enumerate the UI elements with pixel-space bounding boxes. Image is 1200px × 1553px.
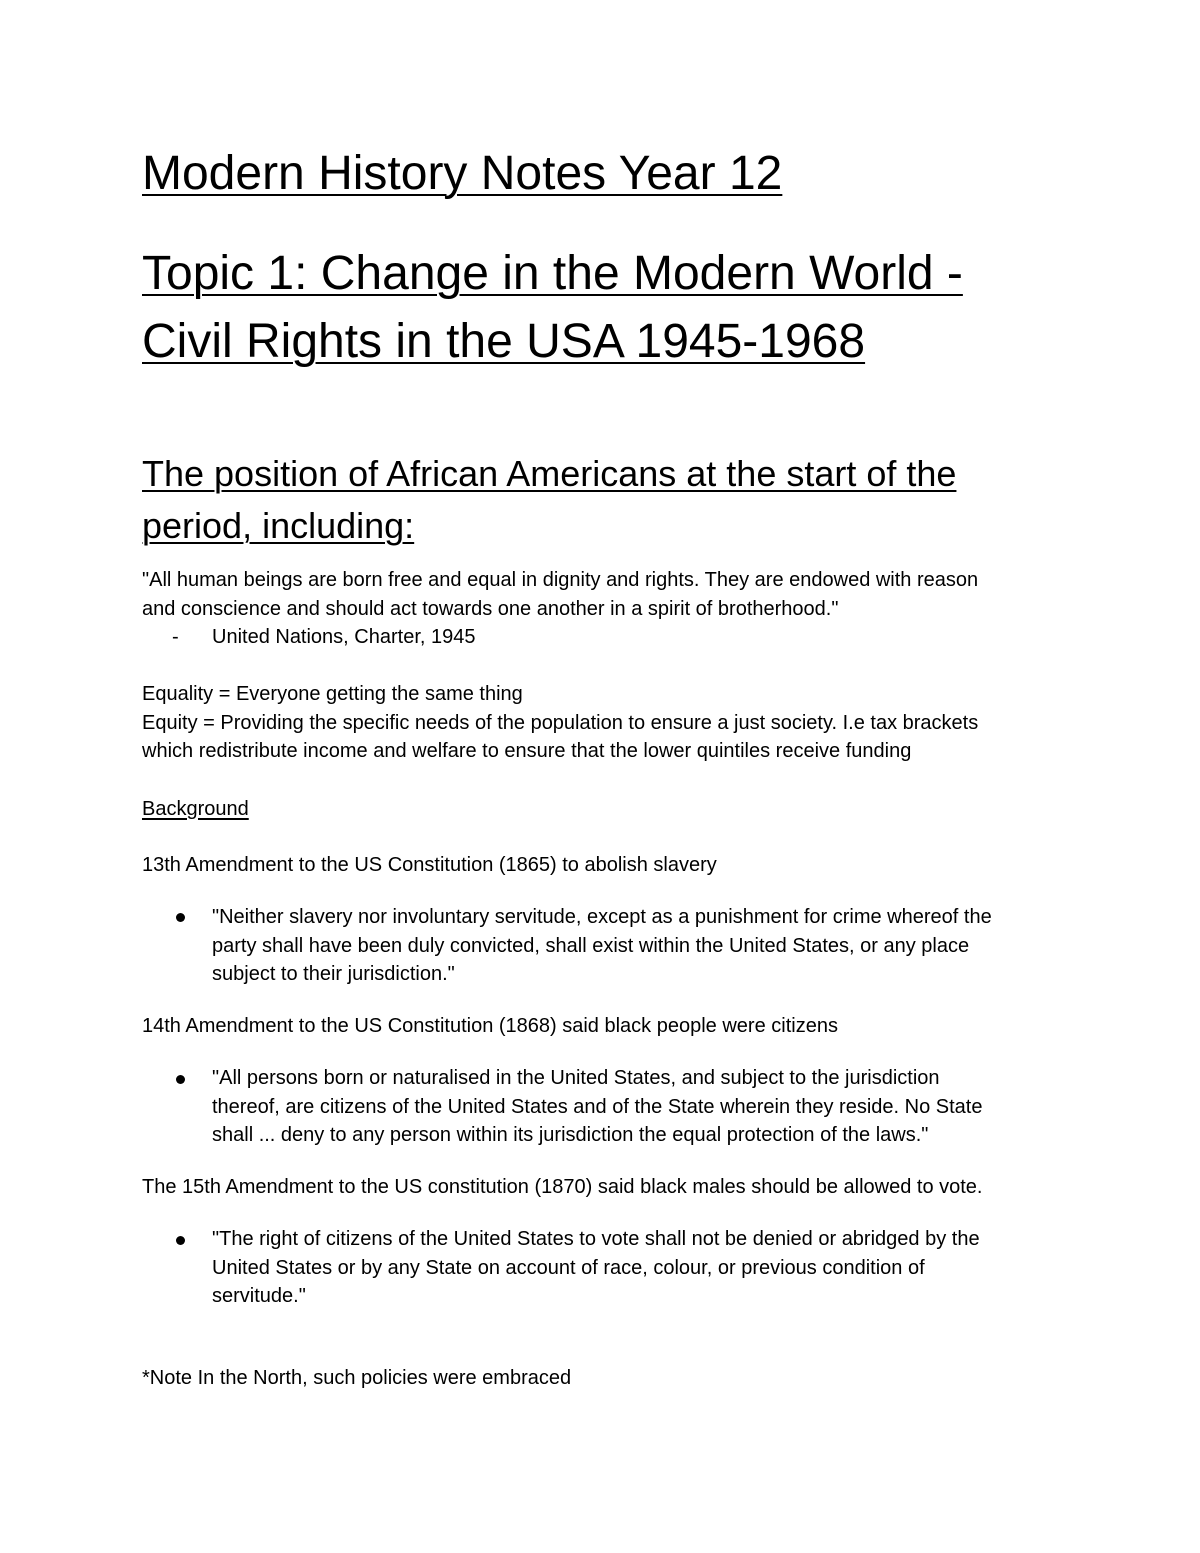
- amendment-13-heading: 13th Amendment to the US Constitution (1865) to abolish slavery: [142, 854, 717, 876]
- north-note: *Note In the North, such policies were embraced: [142, 1367, 572, 1389]
- topic-heading-line-2: Civil Rights in the USA 1945-1968: [142, 315, 866, 368]
- background-heading: Background: [142, 798, 249, 820]
- section-heading-line-1: The position of African Americans at the start of the: [142, 453, 957, 494]
- document-title: Modern History Notes Year 12: [142, 147, 783, 200]
- equity-definition: [142, 709, 978, 766]
- bullet-icon: [176, 1236, 185, 1245]
- equality-definition: Equality = Everyone getting the same thing: [142, 683, 523, 705]
- bullet-icon: [176, 913, 185, 922]
- amendment-15-quote-line-3: servitude.": [212, 1285, 306, 1307]
- section-heading-line-2: period, including:: [142, 505, 415, 546]
- section-heading: [142, 448, 1102, 552]
- amendment-15-quote-line-1: "The right of citizens of the United States to vote shall not be denied or abridged by the: [212, 1228, 980, 1250]
- quote-dash: -: [172, 626, 179, 648]
- amendment-13-quote-line-2: party shall have been duly convicted, shall exist within the United States, or any place: [212, 934, 970, 957]
- amendment-14-quote-line-2: thereof, are citizens of the United States and of the State wherein they reside. No State: [212, 1095, 983, 1118]
- amendment-14-heading: 14th Amendment to the US Constitution (1868) said black people were citizens: [142, 1015, 838, 1037]
- amendment-13-quote-line-1: "Neither slavery nor involuntary servitude, except as a punishment for crime whereof the: [212, 906, 992, 928]
- un-quote-line-1: "All human beings are born free and equal in dignity and rights. They are endowed with reason: [142, 569, 979, 591]
- amendment-15-quote-line-2: United States or by any State on account of race, colour, or previous condition of: [212, 1256, 925, 1279]
- bullet-icon: [176, 1075, 185, 1084]
- topic-heading: [142, 240, 1102, 376]
- amendment-15-heading: The 15th Amendment to the US constitution (1870) said black males should be allowed to vote.: [142, 1176, 983, 1198]
- equity-definition-line-1: Equity = Providing the specific needs of the population to ensure a just society. I.e tax brackets: [142, 711, 979, 734]
- amendment-13-quote-line-3: subject to their jurisdiction.": [212, 963, 455, 985]
- un-quote-line-2: and conscience and should act towards one another in a spirit of brotherhood.": [142, 597, 839, 620]
- topic-heading-line-1: Topic 1: Change in the Modern World -: [142, 247, 963, 300]
- amendment-14-quote-line-1: "All persons born or naturalised in the United States, and subject to the jurisdiction: [212, 1067, 940, 1089]
- amendment-14-quote-line-3: shall ... deny to any person within its jurisdiction the equal protection of the laws.": [212, 1124, 929, 1146]
- amendment-14-quote: [212, 1064, 982, 1150]
- quote-source: United Nations, Charter, 1945: [212, 626, 476, 648]
- amendment-13-quote: [212, 903, 992, 989]
- un-quote: [142, 566, 978, 623]
- equity-definition-line-2: which redistribute income and welfare to ensure that the lower quintiles receive funding: [142, 740, 912, 762]
- amendment-15-quote: [212, 1225, 980, 1311]
